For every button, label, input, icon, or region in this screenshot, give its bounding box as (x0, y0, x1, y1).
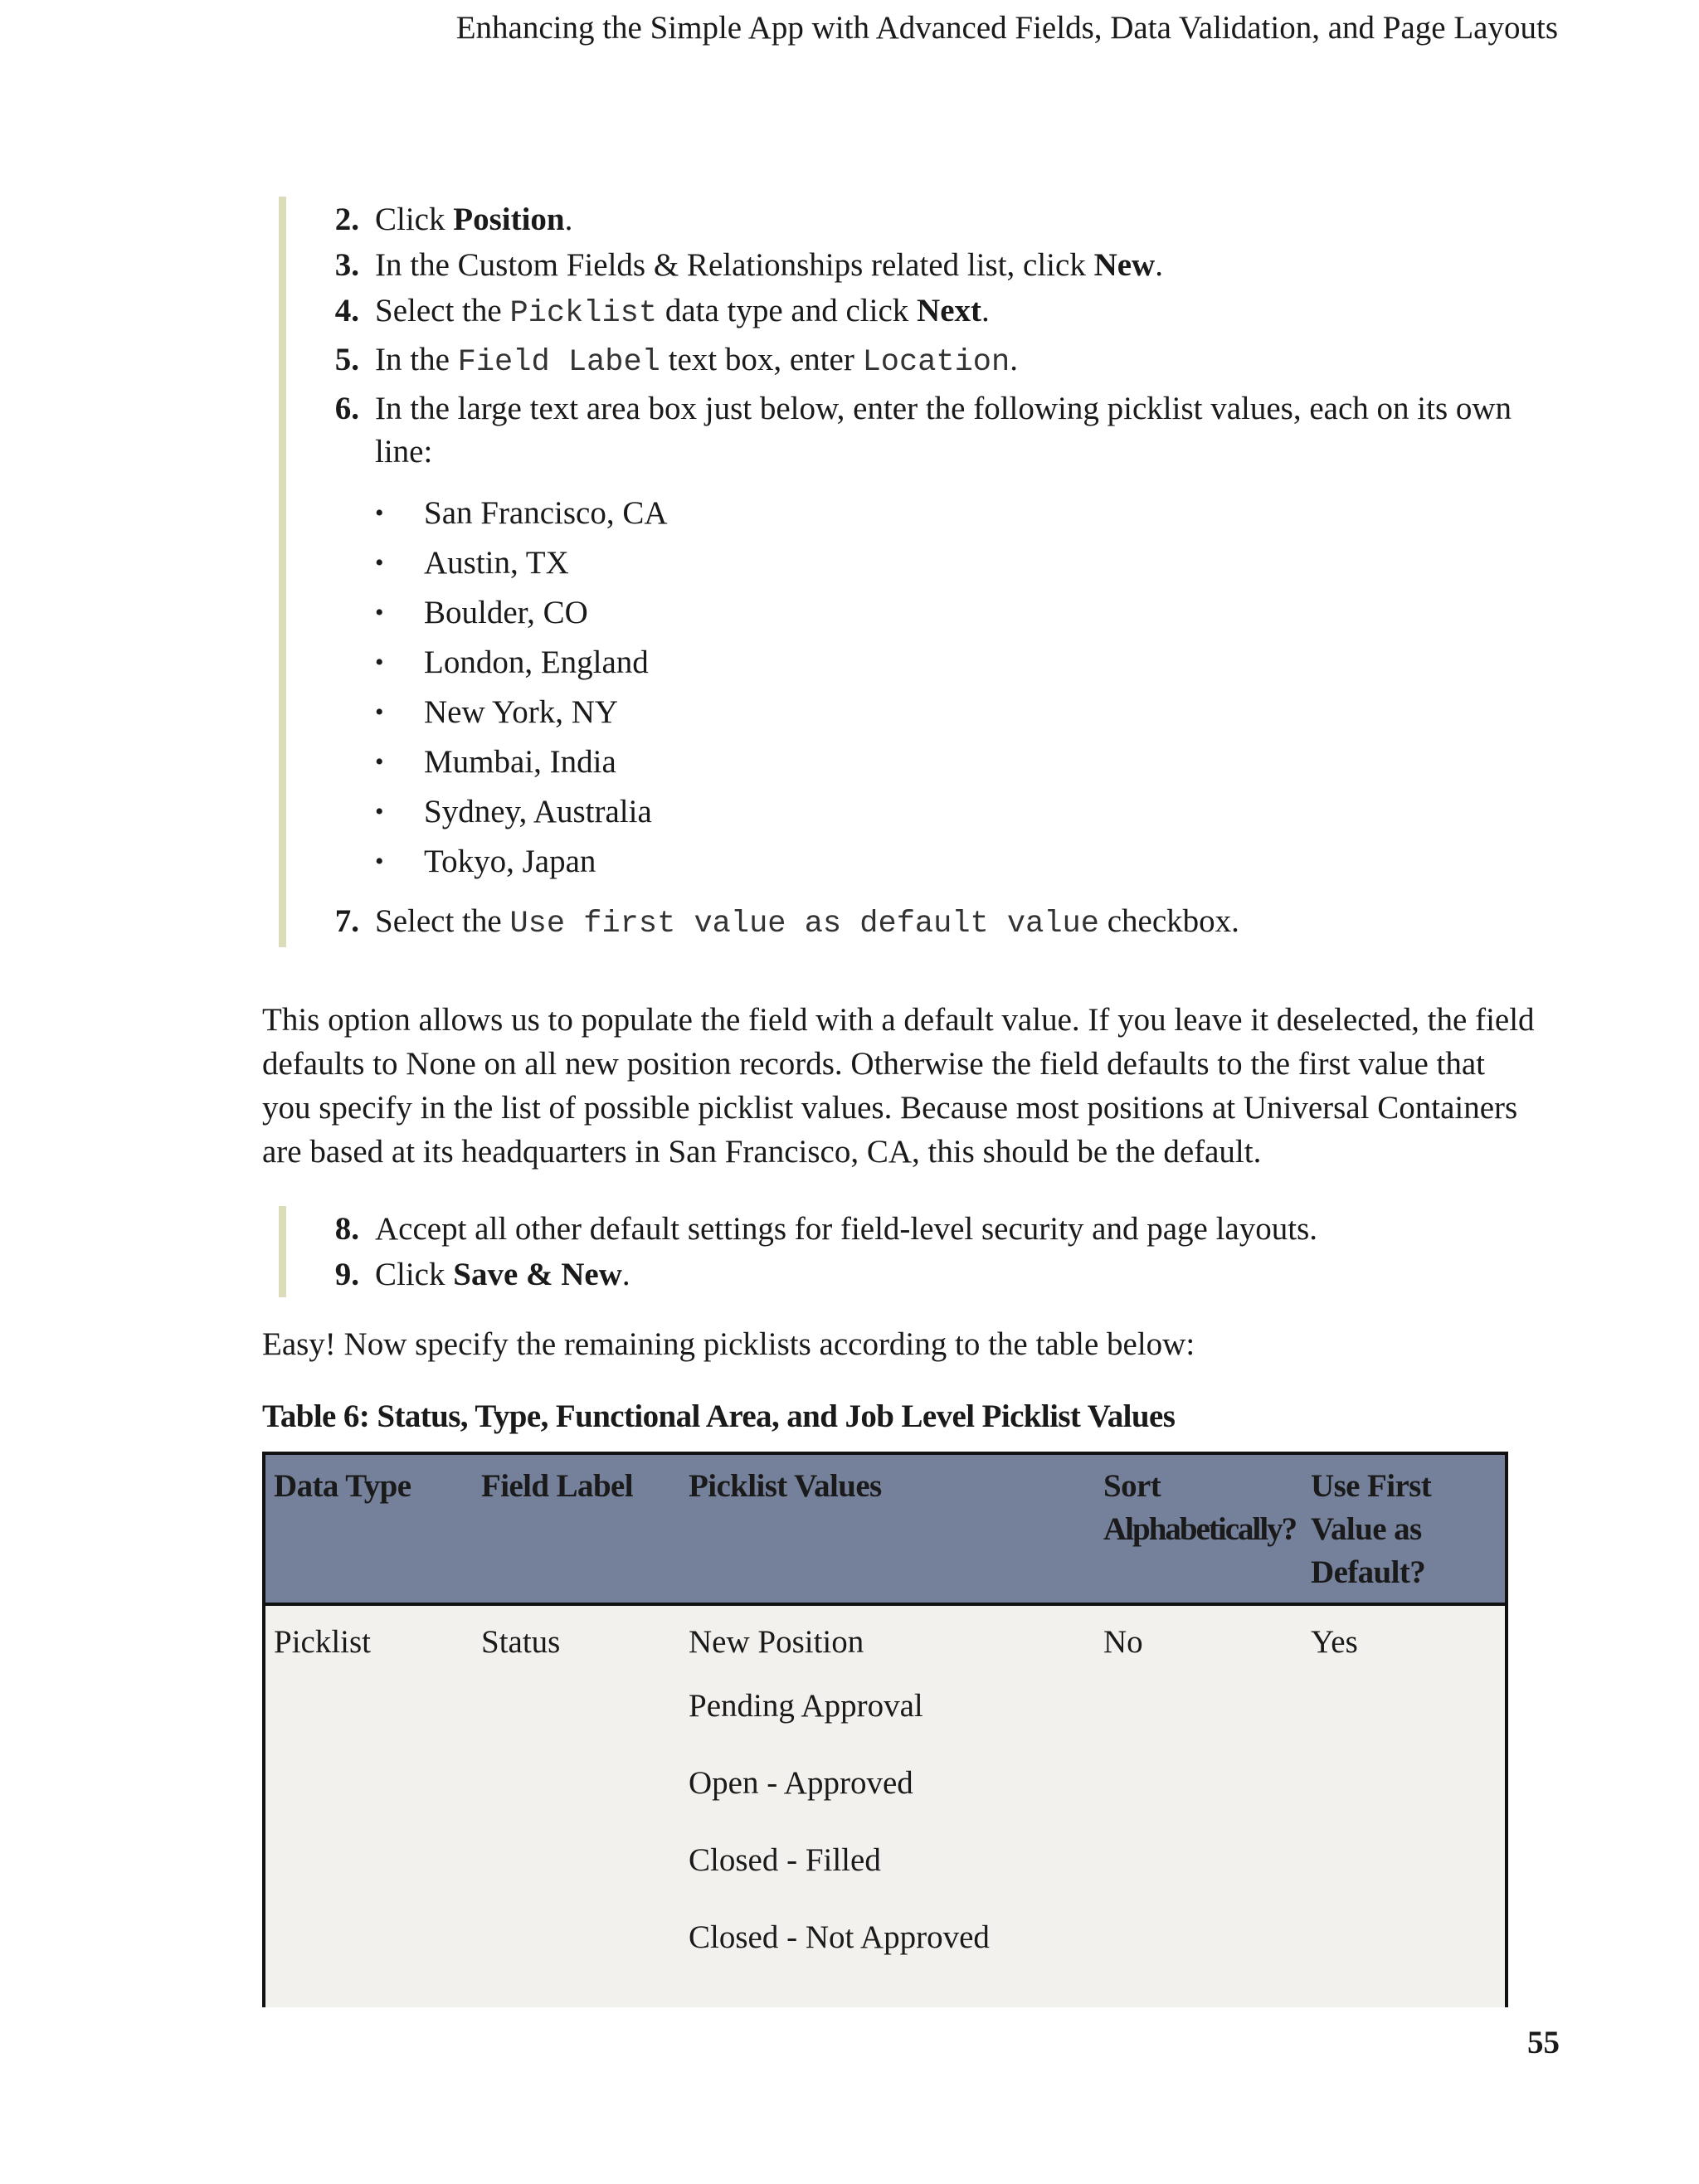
step-text: In the large text area box just below, enter the following picklist values, each on its own line: (375, 391, 1512, 469)
step-text: Select the (375, 903, 510, 939)
code-term: Field Label (457, 345, 660, 380)
step-punct: . (621, 1257, 630, 1292)
list-item: • Mumbai, India (375, 737, 1531, 787)
header-line: Value as (1311, 1511, 1422, 1547)
step-text: Click (375, 202, 454, 237)
cell-sort: No (1103, 1624, 1143, 1660)
ui-term: Save & New (453, 1257, 622, 1292)
running-head: Enhancing the Simple App with Advanced Fields, Data Validation, and Page Layouts (455, 10, 1558, 46)
header-field-label: Field Label (481, 1468, 633, 1504)
step-number: 2. (334, 202, 359, 237)
step-number: 3. (334, 247, 359, 283)
table-intro: Easy! Now specify the remaining picklists according to the table below: (262, 1326, 1195, 1362)
table-caption: Table 6: Status, Type, Functional Area, and Job Level Picklist Values (262, 1398, 1176, 1434)
page-number: 55 (1527, 2025, 1560, 2060)
step-9 (286, 1252, 1531, 1297)
step-2 (286, 197, 1531, 242)
step-text: In the Custom Fields & Relationships related list, click (375, 247, 1094, 283)
header-use-first-default (1311, 1465, 1431, 1594)
header-line: Sort (1103, 1468, 1161, 1504)
step-number: 7. (334, 903, 359, 939)
picklist-value: Closed - Not Approved (689, 1919, 990, 1955)
ui-term: Next (917, 293, 981, 328)
ui-term: Position (453, 202, 565, 237)
step-text: data type and click (657, 293, 918, 328)
list-item: • Tokyo, Japan (375, 837, 1531, 887)
step-text: Select the (375, 293, 510, 328)
steps-block-a (279, 197, 1531, 947)
step-number: 9. (334, 1257, 359, 1292)
step-8 (286, 1206, 1531, 1252)
list-item: • New York, NY (375, 688, 1531, 737)
cell-field-label: Status (481, 1624, 561, 1660)
list-item: • Austin, TX (375, 538, 1531, 588)
step-number: 8. (334, 1211, 359, 1247)
header-data-type: Data Type (274, 1468, 411, 1504)
table-header (265, 1455, 1505, 1606)
picklist-value: Closed - Filled (689, 1842, 881, 1878)
header-line: Default? (1311, 1554, 1426, 1590)
cell-use-first: Yes (1311, 1624, 1358, 1660)
picklist-table (262, 1452, 1508, 2007)
code-term: Use first value as default value (509, 907, 1099, 941)
step-text: Click (375, 1257, 454, 1292)
explanation-paragraph: This option allows us to populate the field with a default value. If you leave it deselected, the field defaults to None on all new position records. Otherwise the field defaults to the first value that you specify in the list of possible picklist values. Because most positions at Universal Containers are based at its headquarters in San Francisco, CA, this should be the default. (262, 1002, 1535, 1170)
step-punct: . (981, 293, 990, 328)
ui-term: New (1093, 247, 1156, 283)
list-item: • London, England (375, 638, 1531, 688)
step-punct: . (1155, 247, 1163, 283)
location-list (286, 489, 1531, 887)
step-number: 6. (334, 391, 359, 426)
code-term: Picklist (509, 296, 658, 331)
cell-data-type: Picklist (274, 1624, 372, 1660)
header-line: Use First (1311, 1468, 1432, 1504)
list-item: • San Francisco, CA (375, 489, 1531, 538)
list-item: • Sydney, Australia (375, 787, 1531, 837)
step-number: 5. (334, 342, 359, 377)
list-item: • Boulder, CO (375, 588, 1531, 638)
code-term: Location (862, 345, 1010, 380)
step-text: checkbox. (1098, 903, 1239, 939)
step-7 (286, 898, 1531, 947)
step-text: Accept all other default settings for field-level security and page layouts. (375, 1211, 1318, 1247)
step-4 (286, 288, 1531, 337)
steps-block-b (279, 1206, 1531, 1297)
step-3 (286, 242, 1531, 288)
step-6 (286, 386, 1531, 474)
header-sort-alphabetically (1103, 1465, 1296, 1551)
step-punct: . (1010, 342, 1018, 377)
step-text: text box, enter (660, 342, 863, 377)
picklist-value: New Position (689, 1624, 864, 1660)
cell-picklist-values (689, 1621, 990, 1993)
header-picklist-values: Picklist Values (689, 1468, 882, 1504)
step-5 (286, 337, 1531, 386)
step-punct: . (564, 202, 573, 237)
picklist-value: Open - Approved (689, 1765, 913, 1801)
step-text: In the (375, 342, 458, 377)
picklist-value: Pending Approval (689, 1688, 923, 1724)
step-number: 4. (334, 293, 359, 328)
header-line: Alphabetically? (1103, 1511, 1297, 1547)
